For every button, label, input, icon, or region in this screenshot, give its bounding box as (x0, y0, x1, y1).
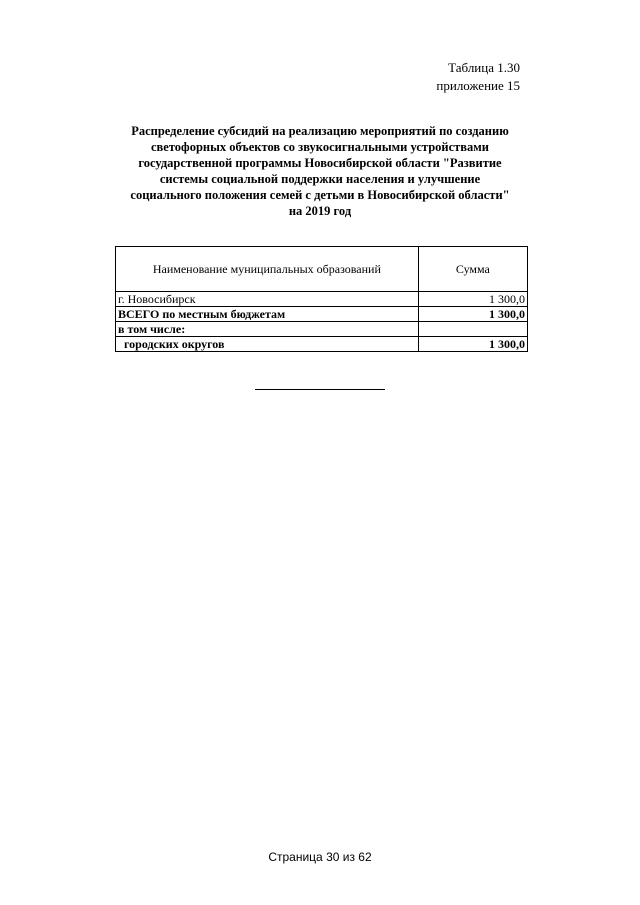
row-name-cell: городских округов (116, 337, 419, 352)
document-title (110, 123, 530, 219)
table-row (116, 337, 528, 352)
horizontal-divider (255, 389, 385, 390)
row-sum-cell: 1 300,0 (418, 337, 527, 352)
title-line: Распределение субсидий на реализацию мероприятий по созданию (131, 124, 509, 138)
title-line: государственной программы Новосибирской области "Развитие (138, 156, 502, 170)
row-name-cell: в том числе: (116, 322, 419, 337)
table-row (116, 292, 528, 307)
table-number: Таблица 1.30 (448, 60, 520, 75)
table-row (116, 307, 528, 322)
column-header-sum: Сумма (418, 247, 527, 292)
title-line: на 2019 год (288, 204, 352, 218)
column-header-name: Наименование муниципальных образований (116, 247, 419, 292)
row-name-cell: ВСЕГО по местным бюджетам (116, 307, 419, 322)
row-sum-cell (418, 322, 527, 337)
appendix-label: приложение 15 (436, 78, 520, 93)
title-line: системы социальной поддержки населения и улучшение (159, 172, 481, 186)
title-line: социального положения семей с детьми в Новосибирской области" (130, 188, 510, 202)
row-sum-cell: 1 300,0 (418, 292, 527, 307)
page-number: Страница 30 из 62 (268, 850, 372, 864)
title-line: светофорных объектов со звукосигнальными устройствами (150, 140, 489, 154)
row-name-cell: г. Новосибирск (116, 292, 419, 307)
subsidy-table (115, 246, 528, 352)
table-caption (436, 59, 520, 95)
table-header-row (116, 247, 528, 292)
row-sum-cell: 1 300,0 (418, 307, 527, 322)
table-row (116, 322, 528, 337)
